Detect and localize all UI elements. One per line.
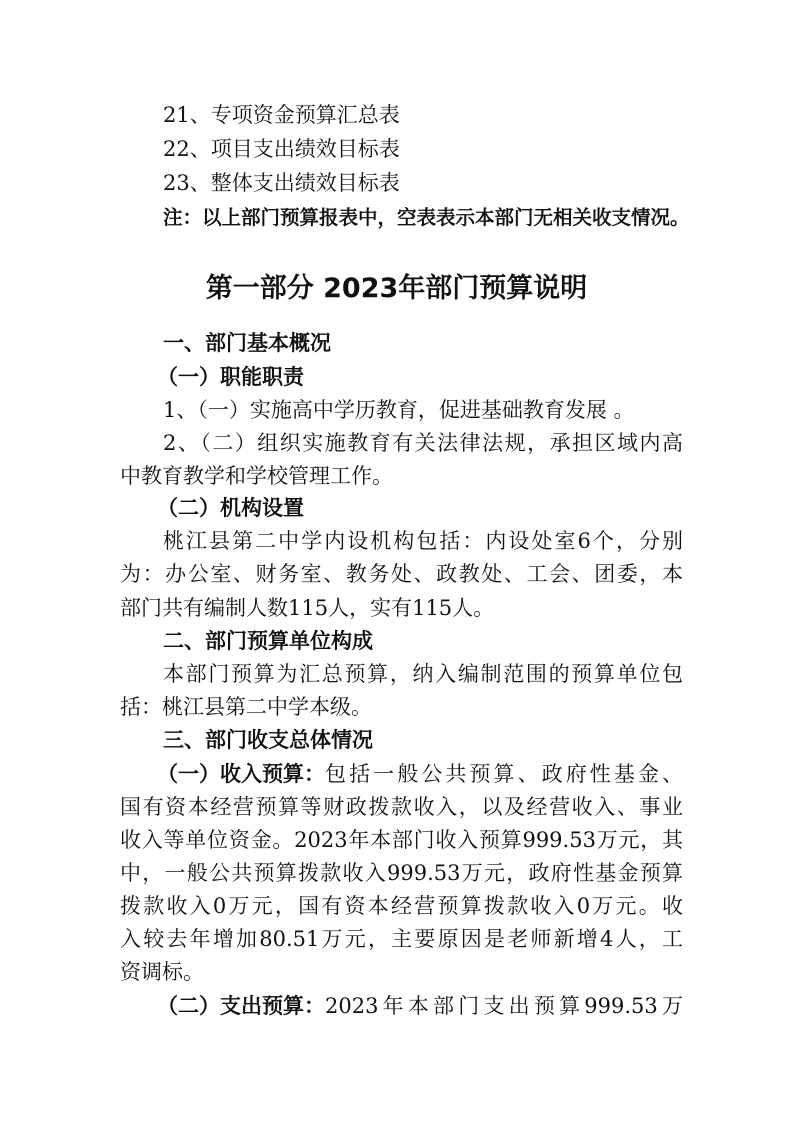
- paragraph-line: 部门共有编制人数115人，实有115人。: [120, 596, 495, 620]
- paragraph-line: 收入等单位资金。2023年本部门收入预算999.53万元，其: [120, 828, 683, 852]
- paragraph-line: 为：办公室、财务室、教务处、政教处、工会、团委，本: [120, 562, 683, 586]
- paragraph-line: 桃江县第二中学内设机构包括：内设处室6个，分别: [163, 529, 683, 553]
- section-heading: 二、部门预算单位构成: [163, 629, 373, 653]
- list-item: 23、整体支出绩效目标表: [163, 171, 400, 195]
- subheading: （一）职能职责: [157, 365, 304, 389]
- section-heading: 三、部门收支总体情况: [163, 728, 373, 752]
- paragraph-line: 1、（一）实施高中学历教育，促进基础教育发展 。: [163, 398, 635, 422]
- paragraph-line: 资调标。: [120, 960, 204, 984]
- section-heading: 一、部门基本概况: [163, 331, 331, 355]
- paragraph-line: 2、（二）组织实施教育有关法律法规，承担区域内高: [163, 431, 683, 455]
- paragraph-line: [157, 758, 683, 791]
- expense-text: 2023年本部门支出预算999.53万: [325, 994, 683, 1018]
- subheading: （二）机构设置: [157, 496, 304, 520]
- paragraph-line: 国有资本经营预算等财政拨款收入，以及经营收入、事业: [120, 795, 683, 819]
- expense-label: （二）支出预算：: [157, 994, 325, 1018]
- paragraph-line: 本部门预算为汇总预算，纳入编制范围的预算单位包: [163, 662, 683, 686]
- paragraph-line: 中教育教学和学校管理工作。: [120, 464, 393, 488]
- paragraph-line: [157, 990, 683, 1023]
- paragraph-line: 括：桃江县第二中学本级。: [120, 695, 372, 719]
- list-item: 22、项目支出绩效目标表: [163, 137, 400, 161]
- income-label: （一）收入预算：: [157, 762, 325, 786]
- note: 注：以上部门预算报表中，空表表示本部门无相关收支情况。: [163, 206, 690, 229]
- income-text: 包括一般公共预算、政府性基金、: [325, 762, 683, 786]
- page-title: 第一部分 2023年部门预算说明: [205, 273, 588, 304]
- paragraph-line: 拨款收入0万元，国有资本经营预算拨款收入0万元。收: [120, 894, 683, 918]
- list-item: 21、专项资金预算汇总表: [163, 103, 400, 127]
- paragraph-line: 入较去年增加80.51万元，主要原因是老师新增4人，工: [120, 927, 683, 951]
- paragraph-line: 中，一般公共预算拨款收入999.53万元，政府性基金预算: [120, 861, 683, 885]
